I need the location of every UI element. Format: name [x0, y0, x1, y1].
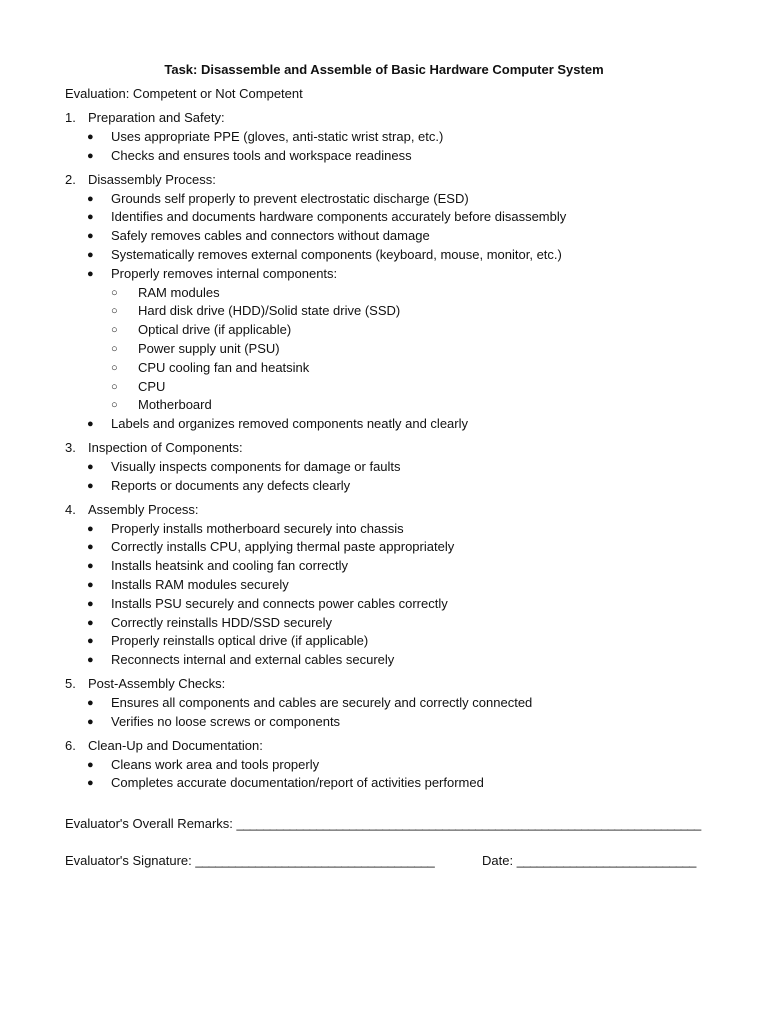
bullet-icon: ●: [87, 460, 94, 473]
checklist-item: [0, 147, 768, 166]
checklist-item: [0, 538, 768, 557]
checklist-section: [0, 675, 768, 732]
signature-blank-line: ____________________________________: [195, 853, 435, 868]
checklist-subitem: [0, 321, 768, 340]
hollow-bullet-icon: ○: [111, 361, 118, 374]
checklist-item-text: Properly reinstalls optical drive (if applicable): [111, 633, 369, 649]
bullet-icon: ●: [87, 635, 94, 648]
checklist-item-text: Grounds self properly to prevent electrostatic discharge (ESD): [111, 190, 469, 206]
evaluation-line: Evaluation: Competent or Not Competent: [65, 86, 303, 101]
checklist-subitem-text: Optical drive (if applicable): [138, 322, 292, 338]
bullet-icon: ●: [87, 616, 94, 629]
bullet-icon: ●: [87, 541, 94, 554]
section-number: 1.: [65, 110, 76, 125]
section-heading: [0, 109, 768, 128]
checklist-item-text: Labels and organizes removed components neatly and clearly: [111, 416, 468, 432]
section-heading: [0, 675, 768, 694]
checklist-item-text: Completes accurate documentation/report of activities performed: [111, 775, 484, 791]
checklist-subitem-text: Hard disk drive (HDD)/Solid state drive (SSD): [138, 303, 401, 319]
checklist-item-text: Cleans work area and tools properly: [111, 756, 320, 772]
bullet-icon: ●: [87, 654, 94, 667]
checklist-item: [0, 458, 768, 477]
checklist-subitem-text: RAM modules: [138, 284, 220, 300]
hollow-bullet-icon: ○: [111, 342, 118, 355]
bullet-icon: ●: [87, 560, 94, 573]
checklist-item-text: Checks and ensures tools and workspace readiness: [111, 147, 412, 163]
checklist-item-text: Installs PSU securely and connects power cables correctly: [111, 595, 448, 611]
checklist-item-text: Reconnects internal and external cables securely: [111, 652, 395, 668]
checklist-item-text: Properly removes internal components:: [111, 265, 338, 281]
bullet-icon: ●: [87, 248, 94, 261]
checklist-item-text: Identifies and documents hardware components accurately before disassembly: [111, 209, 567, 225]
checklist-item: [0, 265, 768, 284]
bullet-icon: ●: [87, 696, 94, 709]
checklist-subitem-text: Motherboard: [138, 397, 212, 413]
bullet-icon: ●: [87, 479, 94, 492]
checklist-item-text: Properly installs motherboard securely into chassis: [111, 520, 404, 536]
checklist-item-text: Correctly reinstalls HDD/SSD securely: [111, 614, 333, 630]
hollow-bullet-icon: ○: [111, 286, 118, 299]
checklist-item-text: Correctly installs CPU, applying thermal paste appropriately: [111, 539, 455, 555]
section-title: Post-Assembly Checks:: [88, 675, 226, 691]
date-field: [482, 852, 696, 870]
bullet-icon: ●: [87, 777, 94, 790]
remarks-label: Evaluator's Overall Remarks:: [65, 816, 233, 831]
checklist-item: [0, 208, 768, 227]
bullet-icon: ●: [87, 267, 94, 280]
checklist-subitem: [0, 396, 768, 415]
checklist-item-text: Systematically removes external components (keyboard, mouse, monitor, etc.): [111, 246, 562, 262]
checklist-item: [0, 227, 768, 246]
date-blank-line: ___________________________: [516, 853, 696, 868]
checklist-subitem: [0, 302, 768, 321]
checklist-item: [0, 651, 768, 670]
checklist-section: [0, 439, 768, 496]
bullet-icon: ●: [87, 230, 94, 243]
checklist-section: [0, 109, 768, 166]
section-heading: [0, 501, 768, 520]
section-heading: [0, 171, 768, 190]
checklist-item: [0, 774, 768, 793]
checklist-section: [0, 737, 768, 794]
checklist-item: [0, 632, 768, 651]
checklist-subitem-text: Power supply unit (PSU): [138, 340, 280, 356]
bullet-icon: ●: [87, 578, 94, 591]
hollow-bullet-icon: ○: [111, 324, 118, 337]
checklist-subitem-text: CPU: [138, 378, 166, 394]
signature-row: [65, 852, 705, 870]
bullet-icon: ●: [87, 522, 94, 535]
bullet-icon: ●: [87, 418, 94, 431]
checklist-item-text: Installs RAM modules securely: [111, 576, 289, 592]
checklist-item: [0, 415, 768, 434]
signature-label: Evaluator's Signature:: [65, 853, 192, 868]
checklist-item: [0, 756, 768, 775]
checklist-subitem-text: CPU cooling fan and heatsink: [138, 359, 310, 375]
hollow-bullet-icon: ○: [111, 399, 118, 412]
checklist-item: [0, 128, 768, 147]
checklist-sections: [0, 109, 768, 798]
checklist-item: [0, 520, 768, 539]
checklist-item: [0, 595, 768, 614]
checklist-item: [0, 557, 768, 576]
checklist-section: [0, 501, 768, 670]
checklist-subitem: [0, 340, 768, 359]
checklist-section: [0, 171, 768, 434]
hollow-bullet-icon: ○: [111, 380, 118, 393]
checklist-item: [0, 713, 768, 732]
checklist-item-text: Visually inspects components for damage or faults: [111, 458, 401, 474]
checklist-item-text: Installs heatsink and cooling fan correctly: [111, 558, 349, 574]
bullet-icon: ●: [87, 715, 94, 728]
bullet-icon: ●: [87, 597, 94, 610]
section-heading: [0, 737, 768, 756]
checklist-item: [0, 190, 768, 209]
bullet-icon: ●: [87, 149, 94, 162]
section-title: Assembly Process:: [88, 501, 199, 517]
checklist-item-text: Uses appropriate PPE (gloves, anti-static wrist strap, etc.): [111, 129, 444, 144]
bullet-icon: ●: [87, 211, 94, 224]
checklist-item: [0, 694, 768, 713]
checklist-item-text: Reports or documents any defects clearly: [111, 477, 351, 493]
section-number: 4.: [65, 501, 76, 517]
section-number: 3.: [65, 439, 76, 455]
page-title: Task: Disassemble and Assemble of Basic Hardware Computer System: [164, 62, 604, 77]
section-number: 2.: [65, 171, 76, 187]
date-label: Date:: [482, 853, 514, 868]
section-title: Preparation and Safety:: [88, 110, 225, 125]
checklist-item: [0, 614, 768, 633]
checklist-item: [0, 246, 768, 265]
section-number: 5.: [65, 675, 76, 691]
checklist-subitem: [0, 359, 768, 378]
checklist-item: [0, 576, 768, 595]
remarks-field: [65, 815, 701, 833]
remarks-blank-line: ______________________________________________________________________: [236, 816, 701, 831]
section-heading: [0, 439, 768, 458]
bullet-icon: ●: [87, 192, 94, 205]
checklist-item-text: Verifies no loose screws or components: [111, 713, 341, 729]
section-title: Clean-Up and Documentation:: [88, 737, 263, 753]
checklist-subitem: [0, 378, 768, 397]
checklist-item-text: Ensures all components and cables are securely and correctly connected: [111, 694, 533, 710]
bullet-icon: ●: [87, 131, 94, 143]
hollow-bullet-icon: ○: [111, 305, 118, 318]
checklist-item: [0, 477, 768, 496]
section-title: Inspection of Components:: [88, 439, 243, 455]
checklist-item-text: Safely removes cables and connectors without damage: [111, 228, 430, 244]
section-title: Disassembly Process:: [88, 171, 216, 187]
bullet-icon: ●: [87, 758, 94, 771]
checklist-subitem: [0, 284, 768, 303]
section-number: 6.: [65, 737, 76, 753]
